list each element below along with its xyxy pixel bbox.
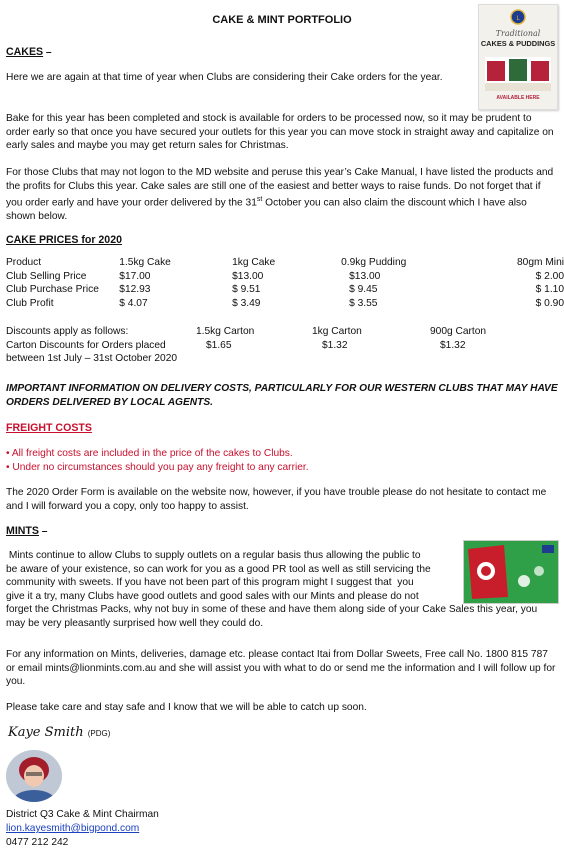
discounts-labels xyxy=(6,325,177,366)
prices-header-cell: 0.9kg Pudding xyxy=(341,257,407,268)
table-row xyxy=(6,270,564,284)
carton-discount-2 xyxy=(312,325,362,352)
mints-heading-text: MINTS xyxy=(6,525,39,537)
order-form-paragraph: The 2020 Order Form is available on the website now, however, if you have trouble please do not hesitate to contact me and I will forward you a copy, only too happy to assist. xyxy=(6,487,547,512)
footer-role: District Q3 Cake & Mint Chairman xyxy=(6,809,159,820)
price-cell: $ 2.00 xyxy=(535,270,564,282)
avatar-photo xyxy=(6,750,62,802)
cakes-heading-suffix: – xyxy=(43,47,52,58)
signature-suffix: (PDG) xyxy=(87,729,111,738)
brochure-title: CAKES & PUDDINGS xyxy=(480,39,556,48)
footer-phone: 0477 212 242 xyxy=(6,837,69,848)
price-cell: $17.00 xyxy=(119,270,151,282)
row-label: Club Purchase Price xyxy=(6,284,99,296)
avatar xyxy=(6,750,62,802)
discounts-line-2: Carton Discounts for Orders placed xyxy=(6,339,166,351)
carton-label: 900g Carton xyxy=(430,326,487,337)
signature-script: Kaye Smith xyxy=(8,725,84,740)
price-cell: $13.00 xyxy=(232,270,264,282)
closing-paragraph: Please take care and stay safe and I know that we will be able to catch up soon. xyxy=(6,702,367,713)
freight-bullet: • Under no circumstances should you pay any freight to any carrier. xyxy=(6,462,309,473)
carton-discount-1 xyxy=(196,325,254,352)
prices-header-cell: 80gm Mini xyxy=(517,257,564,268)
row-label: Club Profit xyxy=(6,297,54,309)
prices-table xyxy=(6,256,564,310)
discounts-line-3: between 1st July – 31st October 2020 xyxy=(6,353,178,365)
mints-paragraph-1: Mints continue to allow Clubs to supply outlets on a regular basis thus allowing the public to be aware of your existence, so can work for you as a good PR tool as well as still servicing the community with sweets. If you have not been part of this program might I suggest that you give it a try, many Clubs have good outlets and good sales with our Mints and please do not forget the Christmas Packs, why not buy in some of these and have them along side of your Cake Sales this year, you may be very pleasantly surprised how well they could do. xyxy=(6,550,538,629)
cakes-paragraph-1: Here we are again at that time of year when Clubs are considering their Cake orders for the year. xyxy=(6,72,443,83)
cakes-paragraph-2: Bake for this year has been completed and stock is available for orders to be processed now, so it may be prudent to order early so that once you have secured your outlets for this year you can move stock in straight away and capitalize on early sales and maybe you may get return sales for Christmas. xyxy=(6,113,554,152)
prices-heading: CAKE PRICES for 2020 xyxy=(6,234,122,246)
table-row xyxy=(6,297,564,311)
carton-label: 1kg Carton xyxy=(312,326,362,337)
carton-label: 1.5kg Carton xyxy=(196,326,255,337)
brochure-illustration xyxy=(479,5,557,109)
price-cell: $13.00 xyxy=(349,270,381,282)
signature xyxy=(8,725,110,740)
prices-header-cell: Product xyxy=(6,257,42,268)
carton-value: $1.32 xyxy=(440,339,466,351)
price-cell: $12.93 xyxy=(119,284,151,296)
carton-discount-3 xyxy=(430,325,486,352)
carton-value: $1.32 xyxy=(322,339,348,351)
mints-heading xyxy=(6,525,47,539)
brochure-caption: AVAILABLE HERE xyxy=(496,95,540,101)
mints-heading-suffix: – xyxy=(38,526,48,537)
freight-heading: FREIGHT COSTS xyxy=(6,422,92,434)
cakes-paragraph-3: For those Clubs that may not logon to the MD website and peruse this year’s Cake Manual, I have listed the products and the profits for Clubs this year. Cake sales are still one of the easiest and better ways to raise funds. Do not forget that if you order early and have your order delivered by the 31st October you can also claim the discount which I have also shown below. xyxy=(6,167,554,223)
row-label: Club Selling Price xyxy=(6,270,87,282)
brochure-title-script: Traditional xyxy=(495,29,541,38)
price-cell: $ 9.45 xyxy=(349,284,378,296)
price-cell: $ 4.07 xyxy=(119,297,148,309)
carton-value: $1.65 xyxy=(206,339,232,351)
important-notice: IMPORTANT INFORMATION ON DELIVERY COSTS, PARTICULARLY FOR OUR WESTERN CLUBS THAT MAY HAVE ORDERS DELIVERED BY LOCAL AGENTS. xyxy=(6,383,558,408)
cakes-puddings-image xyxy=(478,4,558,110)
mints-paragraph-2: For any information on Mints, deliveries, damage etc. please contact Itai from Dollar Sweets, Free call No. 1800 815 787 or email mints@lionmints.com.au and she will assist you with what to do or send me the information and I will follow up for you. xyxy=(6,649,556,688)
price-cell: $ 3.49 xyxy=(232,297,261,309)
prices-header-row xyxy=(6,256,564,270)
freight-bullet: • All freight costs are included in the price of the cakes to Clubs. xyxy=(6,448,293,459)
prices-header-cell: 1.5kg Cake xyxy=(119,257,171,268)
cakes-heading xyxy=(6,46,52,60)
footer-email-link[interactable]: lion.kayesmith@bigpond.com xyxy=(6,823,140,834)
discounts-line-1: Discounts apply as follows: xyxy=(6,326,129,337)
price-cell: $ 3.55 xyxy=(349,297,378,309)
price-cell: $ 9.51 xyxy=(232,284,261,296)
price-cell: $ 0.90 xyxy=(535,297,564,309)
svg-text:L: L xyxy=(516,15,520,22)
price-cell: $ 1.10 xyxy=(535,284,564,296)
cakes-heading-text: CAKES xyxy=(6,46,44,58)
table-row xyxy=(6,283,564,297)
prices-header-cell: 1kg Cake xyxy=(232,257,276,268)
page-title: CAKE & MINT PORTFOLIO xyxy=(212,14,352,26)
